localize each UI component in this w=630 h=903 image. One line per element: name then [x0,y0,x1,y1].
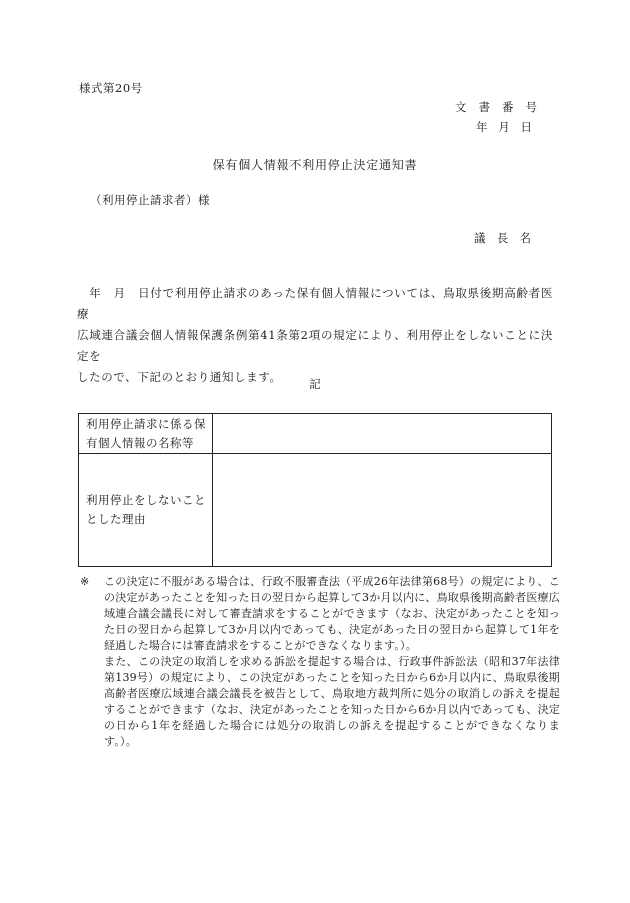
doc-number-char: 書 [478,100,490,114]
sender-char: 議 [474,231,486,245]
notice-body [77,283,553,388]
row-value-reason [213,454,552,567]
appeal-paragraph: この決定に不服がある場合は、行政不服審査法（平成26年法律第68号）の規定により、この決定があったことを知った日の翌日から起算して3か月以内に、鳥取県後期高齢者医療広域連合議会議長に対して審査請求をすることができます（なお、決定があったことを知った日の翌日から起算して3か月以内であっても、決定があった日の翌日から起算して1年を経過した場合には審査請求をすることができなくなります。）。 [104,575,560,652]
document-date-field [476,119,532,136]
appeal-notes [80,574,560,750]
row-value-information-name [213,414,552,454]
sender-char: 名 [519,231,531,245]
body-line: 年 月 日付で利用停止請求のあった保有個人情報については、鳥取県後期高齢者医療 [77,286,553,321]
table-row [79,414,552,454]
details-table [78,413,552,567]
doc-number-char: 文 [455,100,467,114]
note-heading: 記 [309,377,321,391]
doc-number-char: 番 [502,100,514,114]
sender-name [474,230,531,247]
document-title: 保有個人情報不利用停止決定通知書 [212,158,418,172]
note-mark: ※ [80,575,90,588]
doc-number-char: 号 [525,100,537,114]
sender-char: 長 [496,231,509,245]
addressee: （利用停止請求者）様 [90,193,210,207]
lawsuit-paragraph: また、この決定の取消しを求める訴訟を提起する場合は、行政事件訴訟法（昭和37年法律第139号）の規定により、この決定があったことを知った日から6か月以内に、鳥取県後期高齢者医療広域連合議会議長を被告として、鳥取地方裁判所に処分の取消しの訴えを提起することができます（なお、決定があったことを知った日から6か月以内であっても、決定の日から1年を経過した場合には処分の取消しの訴えを提起することができなくなります。）。 [104,655,560,748]
row-label-information-name: 利用停止請求に係る保 有個人情報の名称等 [79,414,213,454]
document-number-field [455,99,537,116]
date-day: 日 [520,120,532,134]
row-label-reason: 利用停止をしないこと とした理由 [79,454,213,567]
date-month: 月 [498,120,510,134]
table-row [79,454,552,567]
body-line: したので、下記のとおり通知します。 [77,370,282,384]
form-number: 様式第20号 [79,81,143,95]
body-line: 広域連合議会個人情報保護条例第41条第2項の規定により、利用停止をしないことに決定を [77,328,553,363]
date-year: 年 [476,120,488,134]
